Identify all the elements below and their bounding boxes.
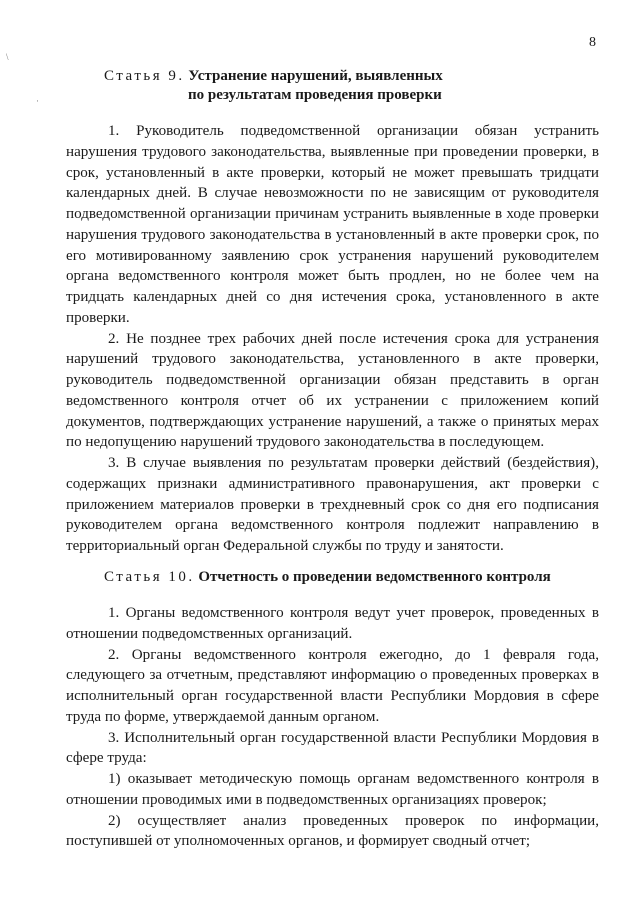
- article-10-heading: [104, 568, 551, 587]
- article-10-subitem-1: 1) оказывает методическую помощь органам ведомственного контроля в отношении проводимых ими в подведомственных организациях проверок;: [66, 771, 599, 808]
- article-9-paragraph-1: 1. Руководитель подведомственной организации обязан устранить нарушения трудового законодательства, выявленные при проведении проверки, в срок, установленный в акте проверки, который не может превышать тридцати календарных дней. В случае невозможности по не зависящим от руководителя подведомственной организации причинам устранить выявленные в ходе проверки нарушения трудового законодательства в установленный в акте проверки срок, по его мотивированному заявлению срок устранения нарушений руководителем органа ведомственного контроля может быть продлен, но не более чем на тридцать календарных дней со дня истечения срока, установленного в акте проверки.: [66, 123, 599, 326]
- article-10-label: Статья 10.: [104, 569, 195, 585]
- article-10-subitem-2: 2) осуществляет анализ проведенных проверок по информации, поступившей от уполномоченных органов, и формирует сводный отчет;: [66, 812, 599, 850]
- article-9-paragraph-3: 3. В случае выявления по результатам проверки действий (бездействия), содержащих признаки административного правонарушения, акт проверки с приложением материалов проверки в трехдневный срок со дня его подписания руководителем органа ведомственного контроля подлежит направлению в территориальный орган Федеральной службы по труду и занятости.: [66, 455, 599, 554]
- article-9-heading: [104, 67, 443, 86]
- article-10-title: Отчетность о проведении ведомственного контроля: [198, 569, 551, 585]
- scan-speck: ·: [36, 96, 39, 106]
- page-number: 8: [589, 35, 596, 50]
- article-10-paragraph-1: 1. Органы ведомственного контроля ведут учет проверок, проведенных в отношении подведомственных организаций.: [66, 605, 599, 642]
- article-9-label: Статья 9.: [104, 68, 185, 84]
- article-9-body: [66, 121, 599, 557]
- article-10-body: [66, 603, 599, 852]
- article-10-paragraph-3: 3. Исполнительный орган государственной власти Республики Мордовия в сфере труда:: [66, 729, 599, 767]
- scan-speck: \: [6, 52, 9, 62]
- article-9-title-line1: Устранение нарушений, выявленных: [188, 68, 443, 84]
- article-9-paragraph-2: 2. Не позднее трех рабочих дней после истечения срока для устранения нарушений трудового законодательства, установленного в акте проверки, руководитель подведомственной организации обязан представить в орган ведомственного контроля отчет об их устранении с приложением копий документов, подтверждающих устранение нарушений, а также о принятых мерах по недопущению нарушений трудового законодательства в последующем.: [66, 330, 599, 451]
- article-9-heading-line2: [188, 86, 442, 105]
- article-10-paragraph-2: 2. Органы ведомственного контроля ежегодно, до 1 февраля года, следующего за отчетным, представляют информацию о проведенных проверках в исполнительный орган государственной власти Республики Мордовия в сфере труда по форме, утверждаемой данным органом.: [66, 646, 599, 725]
- article-9-title-line2: по результатам проведения проверки: [188, 87, 442, 103]
